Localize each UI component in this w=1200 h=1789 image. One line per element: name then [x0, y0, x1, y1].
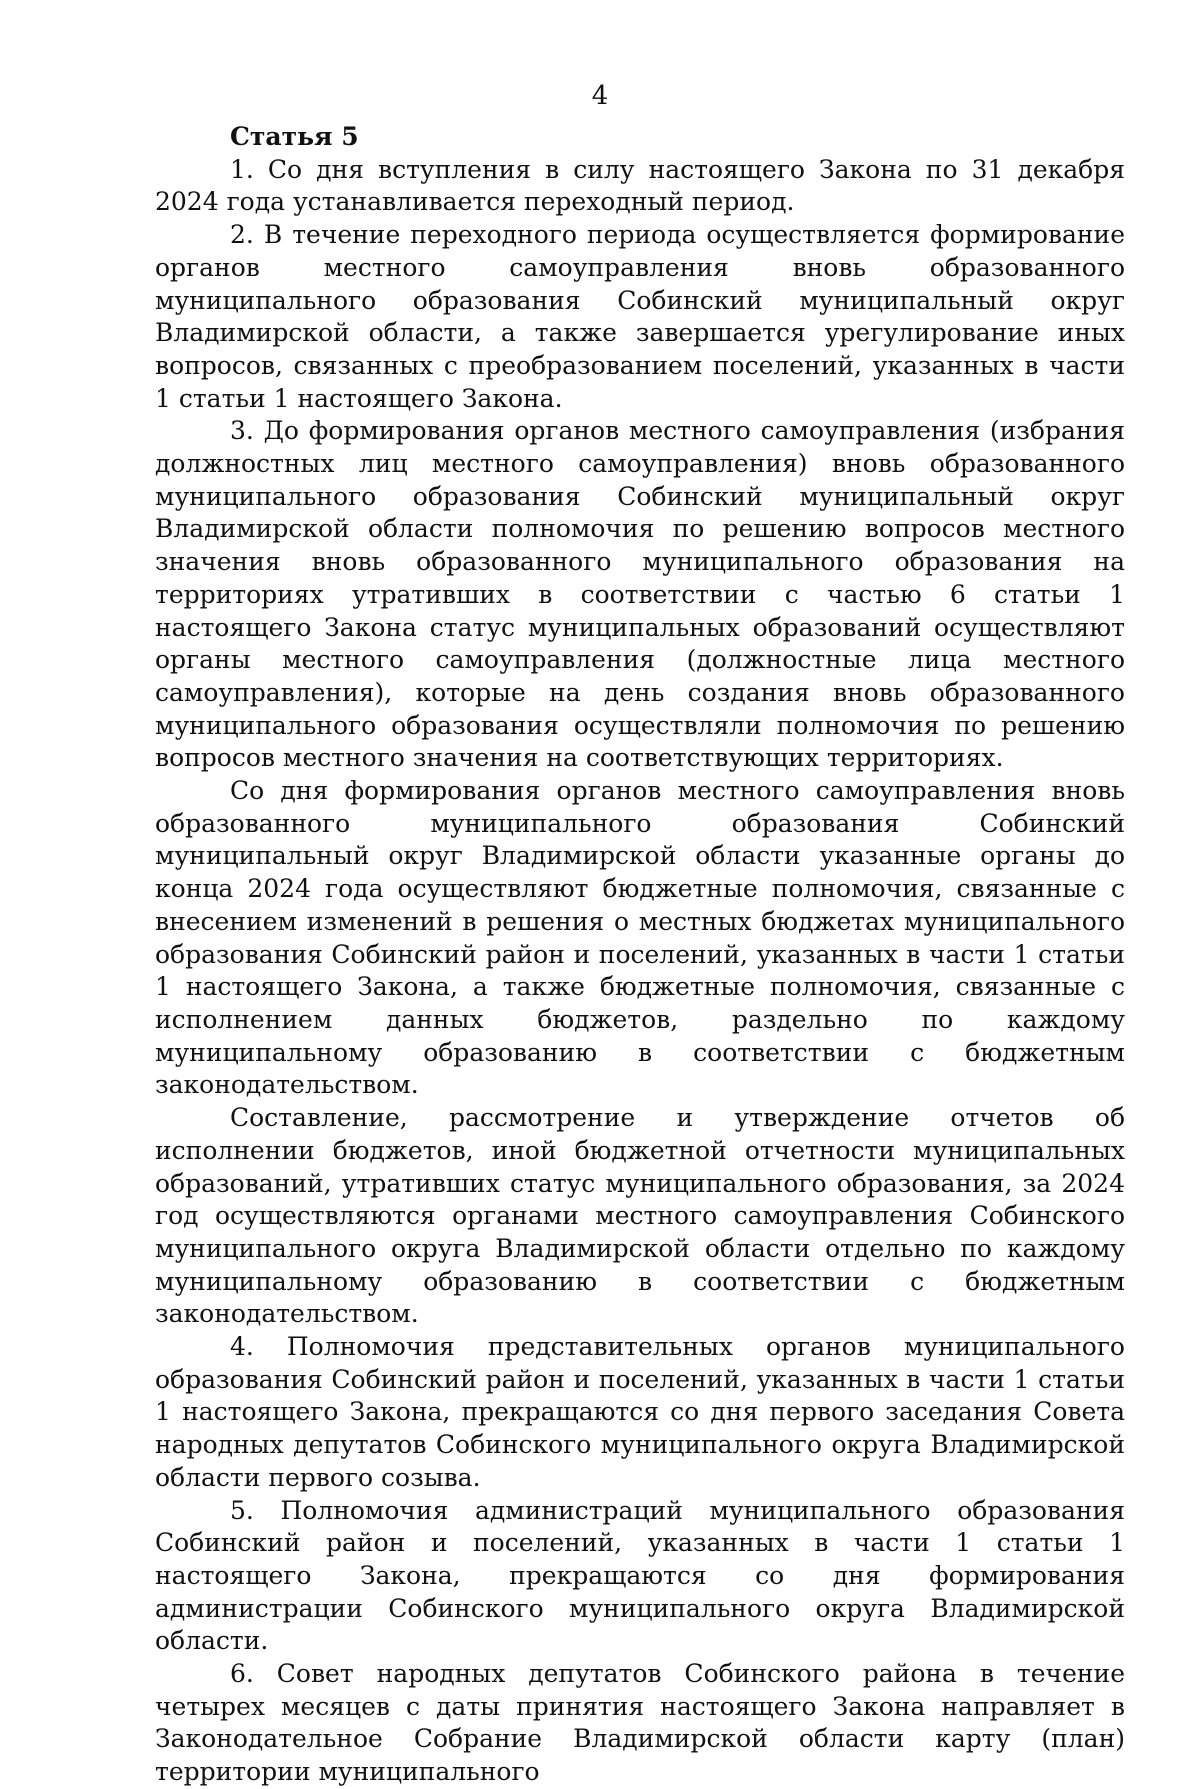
paragraph-3-continued-budget: Со дня формирования органов местного самоуправления вновь образованного муниципального образования Собинский муниципальный округ Владимирской области указанные органы до конца 2024 года осуществляют бюджетные полномочия, связанные с внесением изменений в решения о местных бюджетах муниципального образования Собинский район и поселений, указанных в части 1 статьи 1 настоящего Закона, а также бюджетные полномочия, связанные с исполнением данных бюджетов, раздельно по каждому муниципальному образованию в соответствии с бюджетным законодательством. [155, 776, 1125, 1100]
paragraph-3-continued-reports: Составление, рассмотрение и утверждение отчетов об исполнении бюджетов, иной бюджетной отчетности муниципальных образований, утративших статус муниципального образования, за 2024 год осуществляются органами местного самоуправления Собинского муниципального округа Владимирской области отдельно по каждому муниципальному образованию в соответствии с бюджетным законодательством. [155, 1103, 1125, 1329]
paragraph-6: 6. Совет народных депутатов Собинского района в течение четырех месяцев с даты принятия настоящего Закона направляет в Законодательное Собрание Владимирской области карту (план) территории муниципального [155, 1659, 1125, 1787]
paragraph-3: 3. До формирования органов местного самоуправления (избрания должностных лиц местного самоуправления) вновь образованного муниципального образования Собинский муниципальный округ Владимирской области полномочия по решению вопросов местного значения вновь образованного муниципального образования на территориях утративших в соответствии с частью 6 статьи 1 настоящего Закона статус муниципальных образований осуществляют органы местного самоуправления (должностные лица местного самоуправления), которые на день создания вновь образованного муниципального образования осуществляли полномочия по решению вопросов местного значения на соответствующих территориях. [155, 416, 1125, 773]
paragraph-5: 5. Полномочия администраций муниципального образования Собинский район и поселений, указанных в части 1 статьи 1 настоящего Закона, прекращаются со дня формирования администрации Собинского муниципального округа Владимирской области. [155, 1495, 1125, 1656]
paragraph-1: 1. Со дня вступления в силу настоящего Закона по 31 декабря 2024 года устанавливается переходный период. [155, 154, 1125, 217]
page-number: 4 [591, 81, 609, 111]
document-body [155, 121, 1125, 1789]
paragraph-4: 4. Полномочия представительных органов муниципального образования Собинский район и поселений, указанных в части 1 статьи 1 настоящего Закона, прекращаются со дня первого заседания Совета народных депутатов Собинского муниципального округа Владимирской области первого созыва. [155, 1332, 1125, 1492]
article-title: Статья 5 [230, 122, 359, 151]
paragraph-2: 2. В течение переходного периода осуществляется формирование органов местного самоуправления вновь образованного муниципального образования Собинский муниципальный округ Владимирской области, а также завершается урегулирование иных вопросов, связанных с преобразованием поселений, указанных в части 1 статьи 1 настоящего Закона. [155, 220, 1125, 413]
